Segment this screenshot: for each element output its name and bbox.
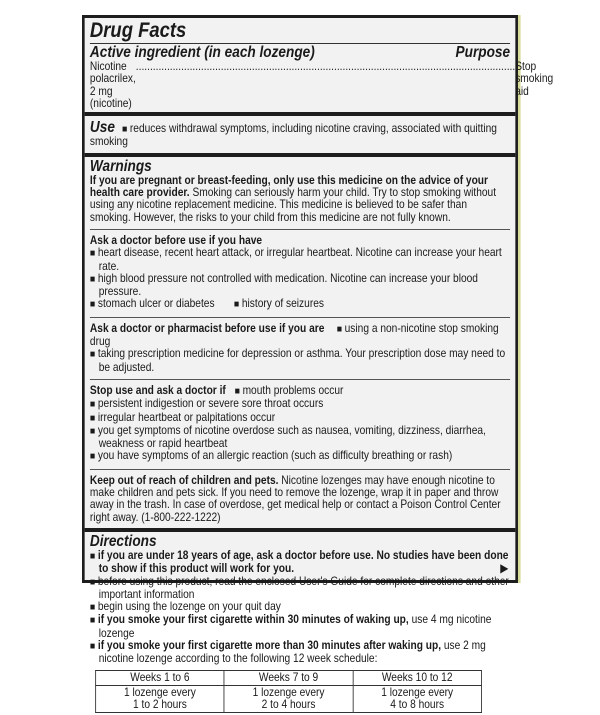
continue-arrow-icon: ▶	[500, 560, 509, 575]
list-item: ■ mouth problems occur	[235, 384, 344, 397]
ingredient: Nicotine polacrilex, 2 mg (nicotine)	[89, 60, 136, 110]
ask-doctor-section	[85, 233, 516, 314]
keep-out-section	[85, 473, 516, 526]
drug-facts-header	[85, 18, 554, 112]
keep-out-text: Nicotine lozenges may have enough nicotine to make children and pets sick. If you need to remove the lozenge, wrap it in paper and throw away in the trash. In case of overdose, get medical help or contact a Poison Control Center right away. (1-800-222-1222)	[89, 473, 501, 524]
stop-use-section	[85, 383, 516, 466]
warnings-heading: Warnings	[89, 157, 152, 175]
ask-pharmacist-section	[85, 321, 516, 376]
table-header-row	[96, 670, 482, 685]
list-item	[90, 614, 510, 640]
divider	[90, 317, 510, 318]
ask-pharmacist-heading: Ask a doctor or pharmacist before use if you are	[89, 321, 325, 335]
list-item: ■ you get symptoms of nicotine overdose such as nausea, vomiting, dizziness, diarrhea, weakness or rapid heartbeat	[90, 425, 510, 451]
cell-line: 1 lozenge every	[252, 685, 325, 699]
list-item: ■ history of seizures	[234, 297, 324, 310]
drug-facts-title: Drug Facts	[89, 19, 187, 42]
cell-line: 1 to 2 hours	[133, 698, 187, 712]
list-item: ■ persistent indigestion or severe sore throat occurs	[90, 398, 510, 411]
dot-leader: ......................................................................................................................................	[135, 60, 516, 73]
item-text: use 2 mg nicotine lozenge according to the following 12 week schedule:	[98, 638, 486, 666]
list-item: ■ you have symptoms of an allergic reaction (such as difficulty breathing or rash)	[90, 450, 510, 463]
table-cell	[96, 685, 225, 713]
table-cell	[353, 685, 482, 713]
list-item: ■ taking prescription medicine for depression or asthma. Your prescription dose may need to be adjusted.	[90, 348, 510, 374]
cell-line: 1 lozenge every	[381, 685, 454, 699]
pregnant-warning-bold: If you are pregnant or breast-feeding, only use this medicine on the advice of your health care provider.	[89, 173, 489, 200]
active-ingredient-heading: Active ingredient (in each lozenge)	[89, 44, 315, 61]
item-bold: if you smoke your first cigarette within 30 minutes of waking up,	[97, 613, 409, 627]
keep-out-bold: Keep out of reach of children and pets.	[89, 473, 279, 487]
purpose: Stop smoking aid	[515, 60, 554, 98]
list-item: ■ stomach ulcer or diabetes	[90, 297, 215, 310]
use-text: ■ reduces withdrawal symptoms, including nicotine craving, associated with quitting smoking	[90, 122, 497, 148]
list-item: ■ heart disease, recent heart attack, or irregular heartbeat. Nicotine can increase your heart rate.	[90, 247, 510, 273]
directions-section	[85, 532, 516, 715]
warnings-section	[85, 157, 516, 226]
use-heading: Use	[89, 119, 115, 137]
list-item	[90, 640, 510, 666]
list-item: ■ if you are under 18 years of age, ask a doctor before use. No studies have been done to show if this product will work for you.	[90, 550, 510, 576]
table-header: Weeks 7 to 9	[224, 670, 353, 685]
use-section	[85, 116, 516, 153]
table-row	[96, 685, 482, 713]
table-header: Weeks 10 to 12	[353, 670, 482, 685]
stop-use-heading: Stop use and ask a doctor if	[89, 383, 226, 397]
drug-facts-panel	[82, 15, 554, 712]
list-item: ■ using a non-nicotine stop smoking drug	[90, 322, 499, 348]
table-cell	[224, 685, 353, 713]
list-item: ■ before using this product, read the enclosed User's Guide for complete directions and other important information	[90, 576, 510, 602]
list-item: ■ begin using the lozenge on your quit day	[90, 601, 510, 614]
cell-line: 1 lozenge every	[123, 685, 196, 699]
item-bold: if you smoke your first cigarette more than 30 minutes after waking up,	[97, 638, 442, 652]
table-header: Weeks 1 to 6	[96, 670, 225, 685]
list-item: ■ irregular heartbeat or palpitations occur	[90, 412, 510, 425]
pregnant-warning-text: Smoking can seriously harm your child. Try to stop smoking without using any nicotine replacement medicine. This medicine is believed to be safer than smoking. However, the risks to your child from this medicine are not fully known.	[89, 186, 497, 224]
purpose-heading: Purpose	[455, 44, 511, 61]
item-text: use 4 mg nicotine lozenge	[98, 613, 492, 640]
cell-line: 4 to 8 hours	[390, 698, 445, 712]
dosing-schedule-table	[95, 670, 482, 714]
directions-heading: Directions	[89, 532, 157, 550]
divider	[90, 469, 510, 470]
list-item: ■ high blood pressure not controlled with medication. Nicotine can increase your blood pressure.	[90, 273, 510, 299]
divider	[90, 379, 510, 380]
ask-doctor-heading: Ask a doctor before use if you have	[89, 233, 263, 247]
divider	[90, 229, 510, 230]
cell-line: 2 to 4 hours	[261, 698, 316, 712]
